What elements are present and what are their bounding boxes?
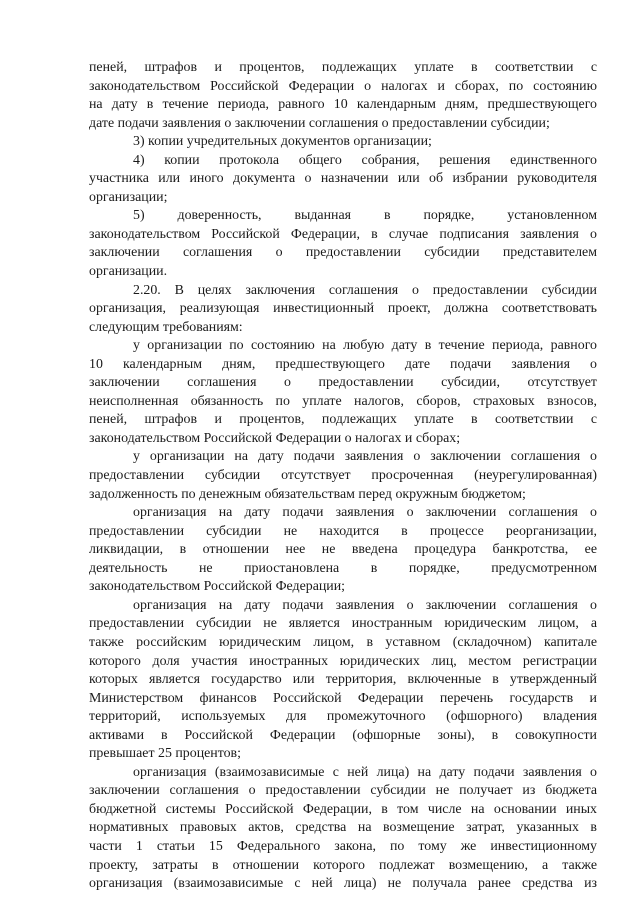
text-line: также российским юридическим лицом, в уставном (складочном) капитале (89, 634, 597, 650)
text-line: законодательством Российской Федерации; (89, 579, 346, 595)
text-line: организация (взаимозависимые с ней лица) на дату подачи заявления о (133, 764, 597, 780)
text-line: на дату в течение периода, равного 10 календарным дням, предшествующего (89, 97, 597, 113)
text-line: законодательством Российской Федерации о налогах и сборах; (89, 430, 461, 446)
text-line: заключении соглашения о предоставлении субсидии не получает из бюджета (89, 783, 597, 799)
text-line: организация, реализующая инвестиционный проект, должна соответствовать (89, 301, 597, 317)
text-line: 10 календарным дням, предшествующего дате подачи заявления о (89, 356, 597, 372)
text-line: 2.20. В целях заключения соглашения о предоставлении субсидии (133, 282, 597, 298)
text-line: организация на дату подачи заявления о заключении соглашения о (133, 505, 597, 521)
text-line: предоставлении субсидии отсутствует просроченная (неурегулированная) (89, 468, 597, 484)
paragraph-requirement-4 (89, 597, 597, 764)
text-line: Министерством финансов Российской Федерации перечень государств и (89, 690, 597, 706)
paragraph-item-3 (89, 133, 597, 152)
text-line: заключении соглашения о предоставлении субсидии представителем (89, 245, 597, 261)
paragraph-requirement-1 (89, 337, 597, 448)
text-line: организация на дату подачи заявления о заключении соглашения о (133, 597, 597, 613)
text-line: активами в Российской Федерации (офшорные зоны), в совокупности (89, 727, 597, 743)
paragraph-clause-2-20 (89, 282, 597, 338)
paragraph-requirement-2 (89, 448, 597, 504)
text-line: у организации по состоянию на любую дату в течение периода, равного (133, 338, 597, 354)
text-line: неисполненная обязанность по уплате налогов, сборов, страховых взносов, (89, 393, 597, 409)
text-line: ликвидации, в отношении нее не введена процедура банкротства, ее (89, 542, 597, 558)
text-line: законодательством Российской Федерации о налогах и сборах, по состоянию (89, 78, 597, 94)
paragraph-requirement-3 (89, 504, 597, 597)
text-line: заключении соглашения о предоставлении субсидии, отсутствует (89, 375, 597, 391)
text-line: проекту, затраты в отношении которого подлежат возмещению, а также (89, 857, 597, 873)
paragraph-requirement-5 (89, 764, 597, 894)
text-line: следующим требованиям: (89, 319, 243, 335)
paragraph-item-4 (89, 152, 597, 208)
text-line: 4) копии протокола общего собрания, решения единственного (133, 152, 597, 168)
text-line: 3) копии учредительных документов организации; (133, 134, 432, 150)
paragraph-item-5 (89, 207, 597, 281)
text-line: у организации на дату подачи заявления о заключении соглашения о (133, 449, 597, 465)
text-line: которых является государство или территория, включенные в утвержденный (89, 672, 597, 688)
text-line: нормативных правовых актов, средства на возмещение затрат, указанных в (89, 820, 597, 836)
text-line: задолженность по денежным обязательствам перед окружным бюджетом; (89, 486, 526, 502)
text-line: пеней, штрафов и процентов, подлежащих уплате в соответствии с (89, 412, 597, 428)
text-line: участника или иного документа о назначении или об избрании руководителя (89, 171, 597, 187)
text-line: организация (взаимозависимые с ней лица) не получала ранее средства из (89, 876, 597, 892)
text-line: которого доля участия иностранных юридических лиц, местом регистрации (89, 653, 597, 669)
text-line: бюджетной системы Российской Федерации, в том числе на основании иных (89, 801, 597, 817)
text-line: предоставлении субсидии не является иностранным юридическим лицом, а (89, 616, 597, 632)
text-line: части 1 статьи 15 Федерального закона, по тому же инвестиционному (89, 838, 597, 854)
document-body (89, 59, 597, 894)
text-line: 5) доверенность, выданная в порядке, установленном (133, 208, 597, 224)
paragraph-continuation (89, 59, 597, 133)
text-line: законодательством Российской Федерации, в случае подписания заявления о (89, 226, 597, 242)
text-line: дате подачи заявления о заключении соглашения о предоставлении субсидии; (89, 115, 550, 131)
text-line: организации; (89, 189, 168, 205)
text-line: территорий, используемых для промежуточного (офшорного) владения (89, 709, 597, 725)
text-line: предоставлении субсидии не находится в процессе реорганизации, (89, 523, 597, 539)
text-line: организации. (89, 264, 168, 280)
text-line: пеней, штрафов и процентов, подлежащих уплате в соответствии с (89, 60, 597, 75)
text-line: превышает 25 процентов; (89, 746, 241, 762)
text-line: деятельность не приостановлена в порядке, предусмотренном (89, 560, 597, 576)
